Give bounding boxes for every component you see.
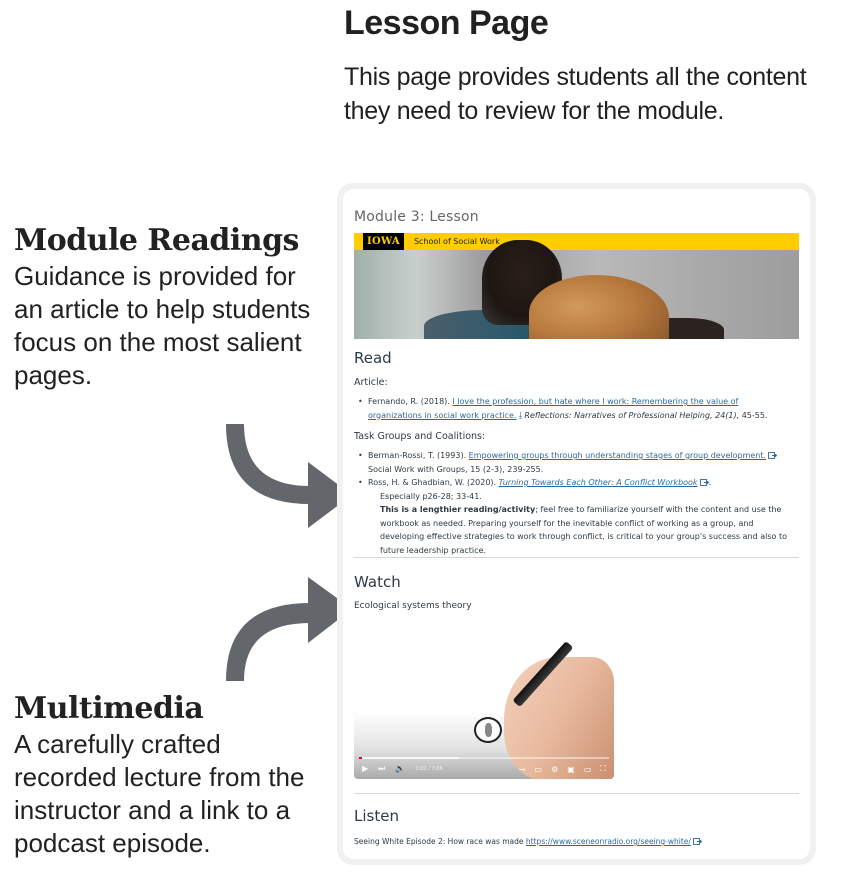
video-doodle <box>474 717 502 743</box>
play-icon[interactable]: ▶ <box>362 764 369 773</box>
module-title: Module 3: Lesson <box>354 209 479 225</box>
list-item: • Ross, H. & Ghadbian, W. (2020). Turning Towards Each Other: A Conflict Workbook . ◦ Especially p26-28; 33-41. ◦ This is a lengthier reading/activity; feel free to familiarize yourself with the content and use the workbook as needed. Preparing yourself for the inevitable conflict of working as a group, and developing effective strategies to work through conflict, is critical to your group's success and also to future leadership practice. <box>354 476 794 557</box>
sub-list-item: ◦ Especially p26-28; 33-41. <box>368 490 794 504</box>
fullscreen-icon[interactable]: ⛶ <box>600 764 606 773</box>
annotation-text: Guidance is provided for an article to help students focus on the most salient pages. <box>14 261 311 390</box>
podcast-link[interactable]: https://www.sceneonradio.org/seeing-white/ <box>525 837 691 846</box>
captions-icon[interactable]: ▭ <box>534 764 543 774</box>
page-title: Lesson Page <box>344 4 549 42</box>
list-item: • Berman-Rossi, T. (1993). Empowering groups through understanding stages of group development. Social Work with Groups, 15 (2-3), 239-255. <box>354 449 794 476</box>
curved-arrow-down-right-icon <box>222 420 352 530</box>
school-name: School of Social Work <box>413 237 500 246</box>
iowa-logo: IOWA <box>363 233 404 250</box>
annotation-text: A carefully crafted recorded lecture from the instructor and a link to a podcast episode. <box>14 729 305 858</box>
lesson-card <box>343 189 810 859</box>
annotation-title: Module Readings <box>14 223 299 258</box>
sub-list <box>368 490 794 558</box>
theater-mode-icon[interactable]: ▭ <box>583 764 592 774</box>
read-heading: Read <box>354 349 392 367</box>
volume-icon[interactable]: 🔈 <box>395 764 406 773</box>
task-groups-list <box>354 449 794 557</box>
settings-gear-icon[interactable]: ⚙ <box>551 764 559 774</box>
list-item: • Fernando, R. (2018). I love the profession, but hate where I work: Remembering the value of organizations in social work practice. ⤓ Reflections: Narratives of Professional Helping, 24(1), 45-55. <box>354 395 794 423</box>
autoplay-toggle-icon[interactable]: ⊸ <box>518 764 526 774</box>
next-icon[interactable]: ⏭ <box>378 764 386 773</box>
external-link-icon <box>700 479 709 486</box>
external-link-icon <box>693 838 702 845</box>
banner-image <box>354 250 799 339</box>
external-link-icon <box>768 452 777 459</box>
banner-bar <box>354 233 799 250</box>
banner <box>354 233 799 339</box>
annotation-title: Multimedia <box>14 691 204 726</box>
curved-arrow-up-right-icon <box>222 573 352 683</box>
annotation-module-readings <box>14 222 324 392</box>
download-icon[interactable]: ⤓ <box>518 410 523 421</box>
sub-list-item: ◦ This is a lengthier reading/activity; feel free to familiarize yourself with the content and use the workbook as needed. Preparing yourself for the inevitable conflict of working as a group, and developing effective strategies to work through conflict, is critical to your group's success and also to future leadership practice. <box>368 503 794 557</box>
task-groups-label: Task Groups and Coalitions: <box>354 431 486 442</box>
section-divider <box>354 793 799 794</box>
article-list <box>354 395 794 423</box>
lesson-preview-frame <box>337 183 816 865</box>
video-player[interactable] <box>354 629 614 779</box>
watch-heading: Watch <box>354 573 401 591</box>
annotation-multimedia <box>14 690 324 860</box>
video-title: Ecological systems theory <box>354 601 472 611</box>
video-controls <box>354 761 614 777</box>
reading-link[interactable]: Empowering groups through understanding stages of group development. <box>468 451 767 460</box>
podcast-line: Seeing White Episode 2: How race was made https://www.sceneonradio.org/seeing-white/ <box>354 835 794 849</box>
miniplayer-icon[interactable]: ▣ <box>567 764 575 774</box>
section-divider <box>354 557 799 558</box>
page-description: This page provides students all the content they need to review for the module. <box>344 63 807 125</box>
article-label: Article: <box>354 377 388 388</box>
article-link[interactable]: I love the profession, but hate where I work: Remembering the value of organizations in social work practice. <box>368 397 739 420</box>
workbook-link[interactable]: Turning Towards Each Other: A Conflict Workbook <box>498 478 698 487</box>
listen-heading: Listen <box>354 807 399 825</box>
video-progress-bar[interactable] <box>359 757 609 759</box>
video-time: 0:02 / 7:06 <box>415 766 443 772</box>
